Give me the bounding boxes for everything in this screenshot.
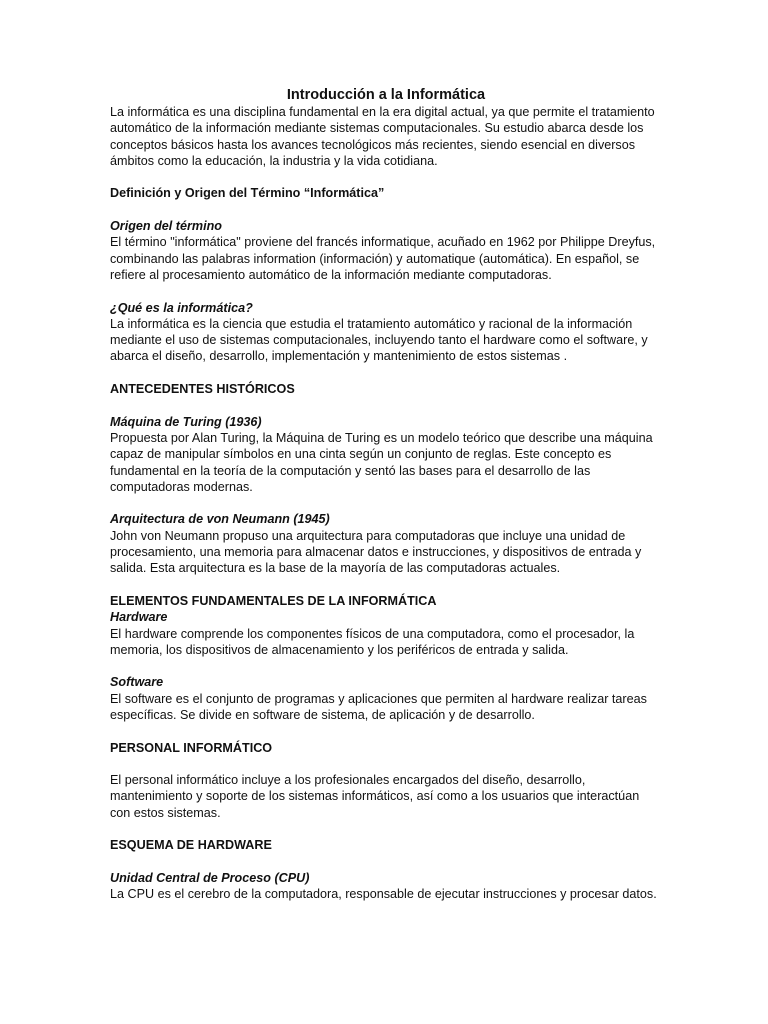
spacer xyxy=(110,397,662,413)
section-heading-esquema: ESQUEMA DE HARDWARE xyxy=(110,838,272,853)
software-paragraph: El software es el conjunto de programas y aplicaciones que permiten al hardware realizar tareas específicas. Se divide en software de sistema, de aplicación y de desarrollo. xyxy=(110,691,647,722)
spacer xyxy=(110,169,662,185)
spacer xyxy=(110,854,662,870)
turing-paragraph: Propuesta por Alan Turing, la Máquina de Turing es un modelo teórico que describe una máquina capaz de manipular símbolos en una cinta según un conjunto de reglas. Este concepto es fundamental en la teoría de la computación y sentó las bases para el desarrollo de las computadoras modernas. xyxy=(110,430,653,494)
subheading-que-es: ¿Qué es la informática? xyxy=(110,300,253,315)
personal-paragraph: El personal informático incluye a los profesionales encargados del diseño, desarrollo, mantenimiento y soporte de los sistemas informáticos, así como a los usuarios que interactúan con estos sistemas. xyxy=(110,773,640,820)
spacer xyxy=(110,283,662,299)
subheading-cpu: Unidad Central de Proceso (CPU) xyxy=(110,870,310,885)
spacer xyxy=(110,756,662,772)
subheading-origen: Origen del término xyxy=(110,219,222,234)
que-es-paragraph: La informática es la ciencia que estudia el tratamiento automático y racional de la información mediante el uso de sistemas computacionales, incluyendo tanto el hardware como el software, y abarca el diseño, desarrollo, implementación y mantenimiento de estos sistemas . xyxy=(110,316,648,364)
section-heading-personal: PERSONAL INFORMÁTICO xyxy=(110,740,273,755)
section-heading-definicion: Definición y Origen del Término “Informática” xyxy=(110,186,385,201)
spacer xyxy=(110,365,662,381)
section-heading-antecedentes: ANTECEDENTES HISTÓRICOS xyxy=(110,382,295,397)
document-page xyxy=(110,86,662,903)
spacer xyxy=(110,577,662,593)
section-heading-elementos: ELEMENTOS FUNDAMENTALES DE LA INFORMÁTICA xyxy=(110,593,437,608)
neumann-paragraph: John von Neumann propuso una arquitectura para computadoras que incluye una unidad de procesamiento, una memoria para almacenar datos e instrucciones, y dispositivos de entrada y salida. Esta arquitectura es la base de la mayoría de las computadoras actuales. xyxy=(110,528,642,576)
origen-paragraph: El término "informática" proviene del francés informatique, acuñado en 1962 por Philippe Dreyfus, combinando las palabras information (información) y automatique (automática). En español, se refiere al procesamiento automático de la información mediante computadoras. xyxy=(110,235,656,282)
spacer xyxy=(110,495,662,511)
subheading-turing: Máquina de Turing (1936) xyxy=(110,414,262,429)
subheading-hardware: Hardware xyxy=(110,610,168,625)
document-title: Introducción a la Informática xyxy=(286,87,486,103)
subheading-neumann: Arquitectura de von Neumann (1945) xyxy=(110,512,330,527)
spacer xyxy=(110,658,662,674)
hardware-paragraph: El hardware comprende los componentes físicos de una computadora, como el procesador, la memoria, los dispositivos de almacenamiento y los periféricos de entrada y salida. xyxy=(110,626,635,657)
cpu-paragraph: La CPU es el cerebro de la computadora, responsable de ejecutar instrucciones y procesar datos. xyxy=(110,887,657,902)
spacer xyxy=(110,821,662,837)
intro-paragraph: La informática es una disciplina fundamental en la era digital actual, ya que permite el tratamiento automático de la información mediante sistemas computacionales. Su estudio abarca desde los conceptos básicos hasta los avances tecnológicos más recientes, siendo esencial en diversos ámbitos como la educación, la industria y la vida cotidiana. xyxy=(110,105,655,168)
spacer xyxy=(110,723,662,739)
spacer xyxy=(110,202,662,218)
subheading-software: Software xyxy=(110,675,164,690)
